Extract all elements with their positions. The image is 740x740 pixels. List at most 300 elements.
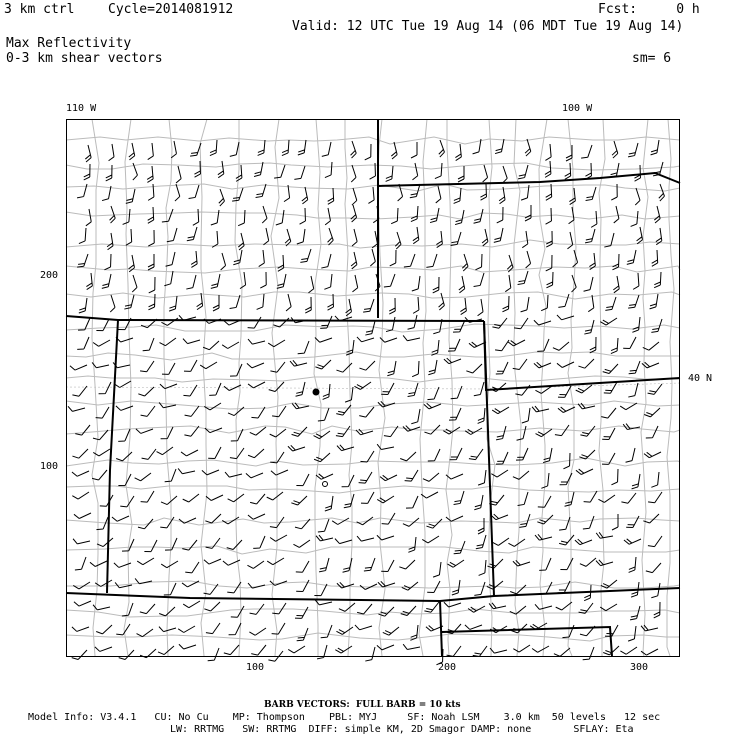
shear-barb: [564, 232, 573, 249]
field-name-reflectivity: Max Reflectivity: [6, 36, 132, 51]
shear-barb: [140, 600, 155, 616]
shear-barb: [210, 140, 217, 156]
shear-barb: [182, 576, 199, 589]
shear-barb: [319, 556, 329, 573]
shear-barb: [359, 403, 374, 419]
shear-barb: [366, 249, 376, 266]
shear-barb: [194, 161, 201, 177]
shear-barb: [390, 250, 396, 266]
shear-barb: [282, 140, 289, 156]
shear-barb: [112, 511, 129, 523]
shear-barb: [291, 492, 307, 507]
shear-barb: [336, 401, 351, 417]
shear-barb: [231, 426, 243, 443]
shear-barb: [161, 491, 177, 506]
shear-barb: [579, 599, 593, 615]
shear-barb: [290, 357, 307, 367]
shear-barb: [140, 645, 156, 660]
shear-barb: [558, 292, 569, 309]
shear-barb: [539, 556, 551, 573]
shear-barb: [268, 335, 285, 348]
shear-barb: [508, 534, 525, 548]
shear-barb: [298, 139, 306, 156]
shear-barb: [634, 165, 641, 181]
shear-barb: [169, 295, 177, 312]
shear-barb: [96, 404, 109, 421]
shear-barb: [404, 252, 415, 269]
shear-barb: [231, 603, 244, 620]
shear-barb: [297, 228, 305, 245]
shear-barb: [321, 623, 332, 640]
shear-barb: [247, 556, 264, 570]
shear-barb: [251, 404, 265, 421]
shear-barb: [403, 421, 420, 432]
shear-barb: [480, 184, 487, 200]
shear-barb: [600, 313, 617, 327]
shear-barb: [183, 334, 200, 344]
shear-barb: [299, 187, 308, 204]
shear-barb: [651, 250, 658, 266]
shear-barb: [185, 402, 199, 418]
shear-barb: [251, 641, 266, 657]
shear-barb: [364, 556, 375, 573]
shear-barb: [359, 357, 375, 373]
shear-barb: [465, 619, 482, 630]
shear-barb: [583, 514, 594, 531]
shear-barb: [513, 556, 530, 567]
shear-barb: [546, 231, 552, 247]
shear-barb: [165, 467, 176, 484]
shear-barb: [475, 254, 482, 270]
shear-barb: [611, 469, 618, 485]
shear-barb: [576, 380, 592, 395]
shear-barb: [181, 445, 198, 458]
lat-label-40n: 40 N: [688, 373, 713, 384]
shear-barb: [170, 184, 180, 201]
shear-barb: [502, 296, 509, 312]
shear-barb: [628, 625, 636, 642]
shear-barb: [435, 163, 442, 179]
shear-barb: [360, 579, 377, 591]
shear-barb: [521, 139, 531, 156]
shear-barb: [296, 577, 309, 594]
shear-barb: [600, 599, 617, 612]
shear-barb: [408, 536, 416, 553]
shear-barb: [388, 142, 398, 159]
shear-barb: [314, 449, 330, 464]
shear-barb: [478, 165, 488, 182]
shear-barb: [187, 225, 197, 242]
shear-barb: [248, 445, 264, 460]
shear-barb: [204, 598, 220, 613]
shear-barb: [433, 561, 441, 578]
shear-barb: [122, 537, 134, 554]
shear-barb: [369, 231, 378, 248]
shear-barb: [214, 189, 225, 206]
forecast-hour: Fcst: 0 h: [598, 2, 700, 17]
shear-barb: [118, 471, 131, 488]
shear-barb: [596, 556, 613, 566]
shear-barb: [238, 210, 245, 226]
shear-barb: [648, 533, 662, 550]
shear-barb: [324, 273, 332, 290]
shear-barb: [583, 645, 594, 662]
shear-barb: [77, 252, 88, 269]
shear-barb: [190, 141, 201, 158]
shear-barb: [96, 621, 112, 636]
shear-barb: [72, 487, 89, 501]
shear-barb: [116, 621, 130, 638]
shear-barb: [427, 578, 440, 595]
shear-barb: [192, 209, 199, 225]
shear-barb: [370, 274, 381, 291]
shear-barb: [206, 620, 220, 637]
shear-barb: [97, 533, 113, 548]
shear-barb: [271, 464, 288, 476]
shear-barb: [270, 530, 287, 543]
shear-barb: [428, 446, 440, 463]
shear-barb: [225, 468, 242, 478]
shear-barb: [84, 164, 90, 180]
shear-barb: [162, 207, 173, 224]
shear-barb: [492, 314, 507, 330]
shear-barb: [216, 161, 224, 178]
shear-barb: [72, 621, 89, 632]
shear-barb: [556, 597, 572, 612]
shear-barb: [620, 398, 637, 411]
shear-barb: [143, 336, 154, 353]
shear-barb: [497, 166, 508, 183]
shear-barb: [544, 144, 551, 160]
shear-barb: [325, 162, 332, 178]
shear-barb: [73, 535, 90, 544]
shear-barb: [363, 297, 374, 314]
shear-barb: [83, 209, 92, 226]
shear-barb: [249, 623, 266, 637]
shear-barb: [503, 255, 514, 272]
shear-barb: [157, 442, 173, 456]
shear-barb: [546, 272, 553, 288]
shear-barb: [378, 577, 395, 588]
shear-barb: [336, 622, 353, 636]
run-label: 3 km ctrl: [4, 2, 75, 17]
shear-barb: [325, 495, 333, 512]
shear-barb: [250, 490, 265, 506]
shear-barb: [646, 559, 661, 575]
shear-barb: [631, 210, 638, 226]
shear-barb: [288, 441, 305, 452]
shear-barb: [116, 332, 133, 343]
shear-barb: [248, 377, 265, 390]
shear-barb: [478, 407, 485, 423]
shear-barb: [178, 465, 195, 474]
shear-barb: [274, 163, 285, 180]
shear-barb: [357, 512, 373, 526]
shear-barb: [630, 604, 640, 621]
shear-barb: [327, 294, 334, 310]
x-tick-100: 100: [246, 662, 265, 673]
shear-barb: [294, 164, 305, 181]
shear-barb: [186, 274, 196, 291]
shear-barb: [206, 490, 223, 502]
shear-barb: [387, 360, 396, 377]
shear-barb: [643, 337, 659, 352]
shear-barb: [248, 314, 261, 331]
shear-barb: [601, 404, 616, 420]
shear-barb: [564, 163, 571, 179]
shear-barb: [316, 532, 333, 541]
shear-barb: [568, 188, 576, 205]
model-info-line1: Model Info: V3.4.1 CU: No Cu MP: Thompson PBL: MYJ SF: Noah LSM 3.0 km 50 levels 12 sec: [28, 712, 661, 723]
shear-barb: [335, 641, 352, 655]
shear-barb: [213, 295, 219, 311]
shear-barb: [75, 421, 90, 437]
shear-barb: [447, 555, 464, 569]
cycle-label: Cycle=2014081912: [108, 2, 234, 17]
shear-barb: [276, 209, 284, 226]
shear-barb: [318, 406, 329, 423]
shear-barb: [623, 334, 636, 351]
shear-barb: [532, 403, 549, 412]
shear-barb: [565, 491, 574, 508]
shear-barb: [411, 142, 417, 158]
shear-barb: [321, 253, 331, 270]
shear-barb: [381, 557, 394, 574]
shear-barb: [119, 646, 134, 662]
shear-barb: [458, 254, 469, 271]
shear-barb: [474, 494, 483, 511]
shear-barb: [575, 534, 592, 545]
shear-barb: [427, 385, 439, 402]
shear-barb: [141, 402, 155, 418]
shear-barb: [651, 139, 659, 156]
shear-barb: [298, 339, 309, 356]
shear-barb: [475, 299, 483, 316]
shear-barb: [305, 297, 311, 313]
shear-barb: [468, 601, 485, 614]
shear-barb: [260, 272, 266, 288]
shear-barb: [557, 357, 574, 369]
shear-barb: [534, 315, 551, 326]
shear-barb: [598, 490, 615, 504]
shear-barb: [204, 313, 221, 324]
shear-barb: [257, 293, 264, 309]
shear-barb: [296, 471, 309, 488]
shear-barb: [291, 314, 308, 323]
shear-barb: [585, 163, 592, 179]
shear-barb: [323, 383, 330, 399]
shear-barb: [148, 294, 155, 310]
shear-barb: [543, 447, 552, 464]
barb-legend: BARB VECTORS: FULL BARB = 10 kts: [264, 700, 461, 710]
shear-barb: [513, 640, 530, 654]
shear-barb: [211, 273, 220, 290]
shear-barb: [377, 530, 394, 541]
shear-barb: [320, 314, 332, 331]
shear-barb: [602, 450, 615, 467]
shear-barb: [405, 467, 418, 484]
shear-barb: [92, 466, 107, 482]
shear-barb: [423, 468, 439, 483]
shear-barb: [581, 143, 592, 160]
shear-barb: [495, 337, 509, 354]
shear-barb: [342, 472, 354, 489]
shear-barb: [258, 139, 265, 155]
shear-barb: [431, 339, 439, 356]
shear-barb: [137, 553, 154, 566]
shear-barb: [596, 530, 613, 539]
field-name-shear: 0-3 km shear vectors: [6, 51, 163, 66]
shear-barb: [514, 315, 528, 332]
shear-barb: [357, 532, 374, 542]
shear-barb: [478, 518, 484, 534]
shear-barb: [474, 580, 485, 597]
shear-barb: [553, 337, 569, 352]
shear-barb: [650, 293, 658, 310]
shear-barb: [257, 206, 268, 223]
shear-barb: [168, 141, 177, 158]
shear-barb: [391, 208, 398, 224]
shear-barb: [411, 408, 420, 425]
shear-barb: [496, 424, 506, 441]
shear-barb: [184, 422, 199, 438]
shear-barb: [222, 337, 239, 350]
shear-barb: [208, 646, 219, 663]
shear-barb: [634, 227, 643, 244]
shear-barb: [229, 620, 241, 637]
shear-barb: [211, 209, 219, 226]
shear-barb: [127, 275, 138, 292]
shear-barb: [411, 227, 419, 244]
shear-barb: [520, 231, 528, 248]
shear-barb: [603, 360, 618, 376]
shear-barb: [95, 641, 112, 652]
shear-barb: [316, 469, 333, 481]
shear-barb: [403, 332, 420, 341]
shear-barb: [288, 641, 305, 655]
shear-barb: [516, 446, 528, 463]
shear-barb: [521, 296, 529, 313]
shear-barb: [497, 207, 503, 223]
shear-barb: [295, 515, 310, 531]
shear-barb: [518, 269, 528, 286]
shear-barb: [426, 252, 437, 269]
shear-barb: [559, 515, 570, 532]
shear-barb: [459, 298, 467, 315]
shear-barb: [568, 250, 578, 267]
shear-barb: [355, 620, 372, 630]
x-tick-300: 300: [630, 662, 649, 673]
shear-barb: [469, 446, 483, 463]
shear-barb: [476, 533, 486, 550]
shear-barb: [147, 207, 154, 223]
shear-barb: [272, 620, 285, 637]
shear-barb: [148, 230, 154, 246]
shear-barb: [92, 359, 109, 368]
shear-barb: [408, 314, 417, 331]
x-tick-200: 200: [438, 662, 457, 673]
shear-barb: [70, 359, 87, 371]
shear-barb: [610, 206, 619, 223]
shear-barb: [211, 231, 218, 247]
shear-barb: [608, 141, 618, 158]
shear-barb: [277, 255, 284, 271]
shear-barb: [347, 188, 357, 205]
shear-barb: [322, 208, 331, 225]
shear-barb: [432, 186, 441, 203]
shear-barb: [401, 602, 416, 618]
shear-barb: [495, 138, 504, 155]
shear-barb: [253, 534, 265, 551]
shear-barb: [434, 140, 445, 157]
shear-barb: [205, 422, 222, 433]
shear-barb: [75, 555, 86, 572]
shear-barb: [535, 381, 552, 395]
shear-barb: [270, 575, 287, 586]
shear-barb: [209, 381, 221, 398]
shear-barb: [428, 359, 437, 376]
shear-barb: [466, 360, 482, 375]
shear-barb: [402, 577, 418, 592]
shear-barb: [654, 184, 665, 201]
shear-barb: [532, 641, 549, 654]
shear-barb: [580, 553, 596, 568]
shear-barb: [465, 423, 482, 436]
shear-barb: [628, 382, 638, 399]
shear-barb: [116, 448, 132, 463]
shear-barb: [293, 535, 310, 549]
shear-barb: [246, 467, 263, 479]
shear-barb: [412, 275, 420, 292]
shear-barb: [544, 161, 551, 177]
shear-barb: [559, 531, 574, 547]
shear-barb: [632, 473, 640, 490]
shear-barb: [185, 559, 199, 576]
shear-barb: [99, 379, 111, 396]
shear-barb: [487, 555, 503, 571]
shear-barb: [230, 362, 242, 379]
shear-barb: [260, 228, 269, 245]
shear-barb: [469, 337, 486, 349]
shear-barb: [295, 604, 308, 621]
shear-barb: [458, 166, 464, 182]
shear-barb: [585, 227, 595, 244]
shear-barb: [377, 639, 394, 651]
smoothing-label: sm= 6: [632, 51, 672, 66]
shear-barb: [612, 254, 619, 270]
colorado-springs-marker: [323, 482, 328, 487]
shear-barb: [403, 641, 420, 650]
shear-barb: [424, 421, 440, 437]
shear-barb: [378, 397, 395, 408]
shear-barb: [270, 449, 284, 466]
shear-barb: [135, 468, 151, 482]
shear-barb: [605, 295, 616, 312]
shear-barb: [433, 277, 439, 293]
shear-barb: [250, 422, 266, 437]
shear-barb: [85, 273, 93, 290]
shear-barb: [146, 166, 153, 182]
shear-barb: [503, 275, 511, 292]
shear-barb: [203, 337, 219, 352]
shear-barb: [454, 489, 464, 506]
shear-barb: [248, 509, 265, 521]
shear-barb: [628, 293, 639, 310]
shear-barb: [455, 209, 464, 226]
denver-marker: [313, 389, 320, 396]
shear-barb: [73, 577, 90, 591]
shear-barb: [491, 509, 508, 520]
